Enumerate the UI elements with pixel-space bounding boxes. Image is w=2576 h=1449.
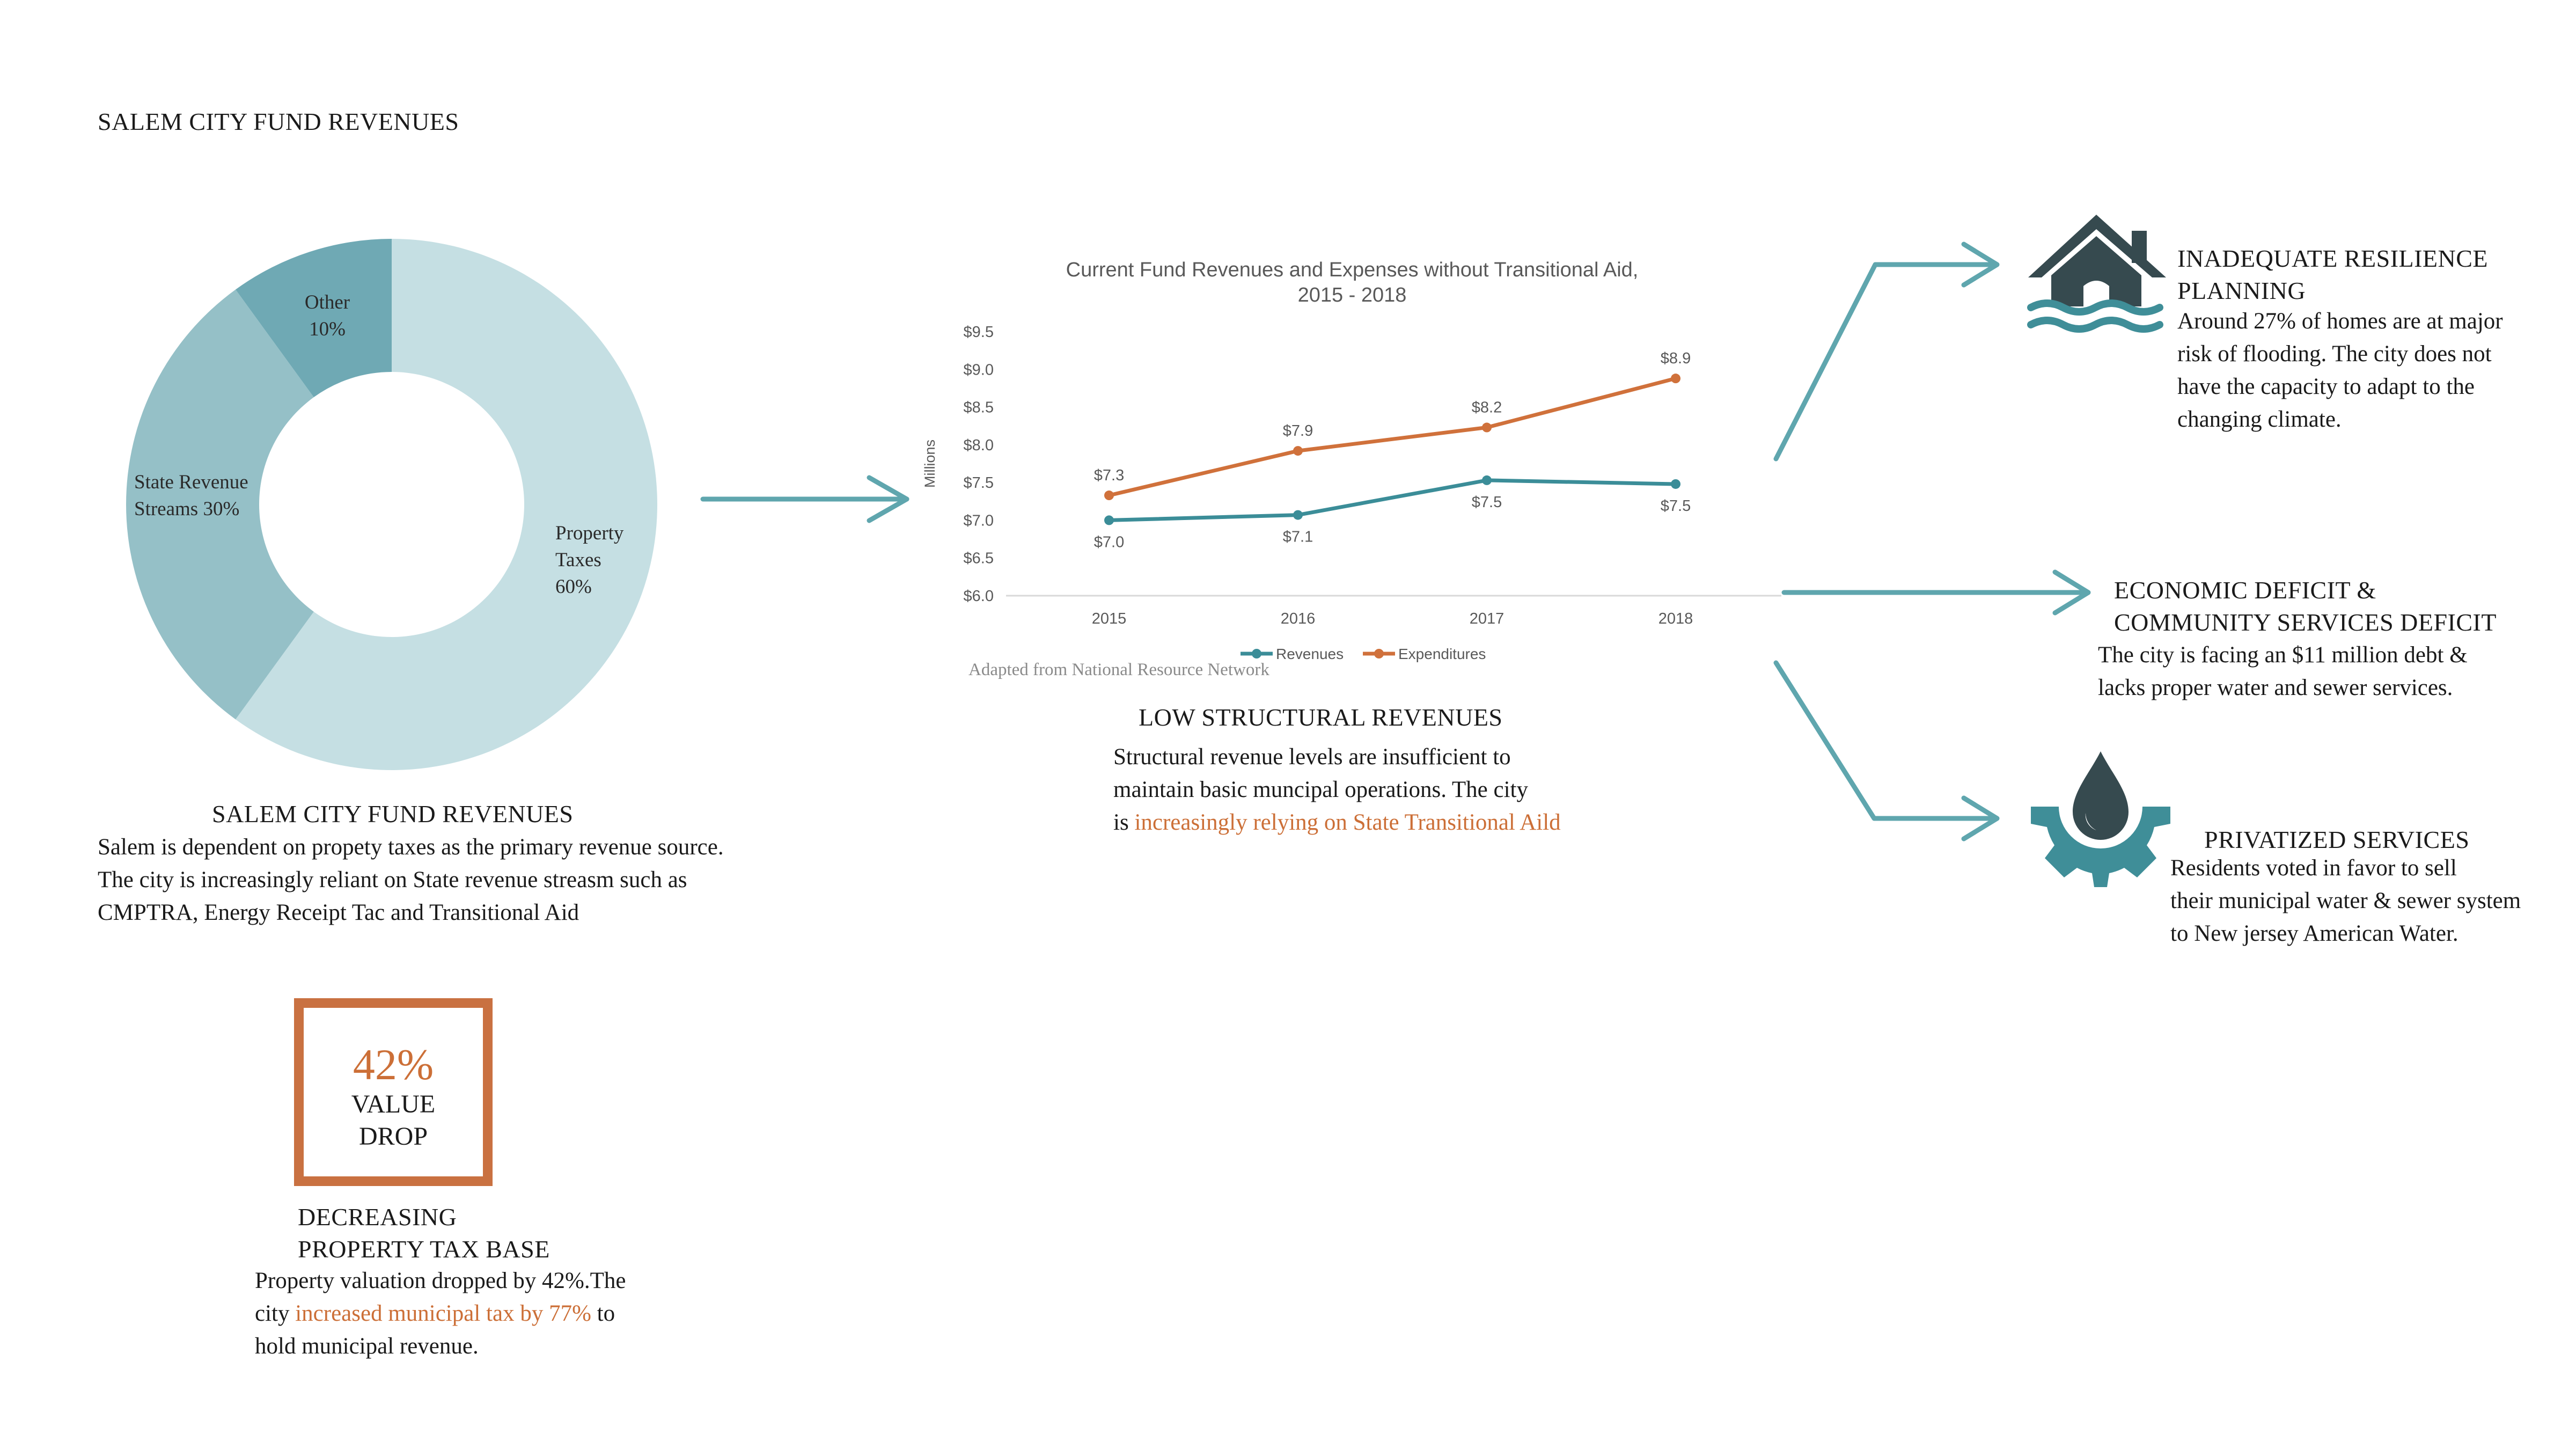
donut-slice-label: State Revenue Streams 30% (134, 471, 248, 520)
chart-caption-title: LOW STRUCTURAL REVENUES (1139, 704, 1503, 731)
donut-caption-line: CMPTRA, Energy Receipt Tac and Transitional Aid (98, 900, 579, 925)
chart-x-tick-label: 2015 (1091, 610, 1127, 627)
page-title: SALEM CITY FUND REVENUES (98, 108, 459, 135)
chart-y-tick-label: $9.0 (963, 361, 994, 379)
donut-caption-line: Salem is dependent on propety taxes as the primary revenue source. (98, 835, 724, 860)
privatized-text-line: to New jersey American Water. (2170, 921, 2458, 946)
arrow-to-resilience (1776, 244, 1997, 459)
chart-point-revenues (1671, 479, 1680, 489)
arrow-to-privatized (1776, 663, 1997, 839)
chart-legend-marker (1252, 649, 1261, 658)
chart-title-line-1: Current Fund Revenues and Expenses without Transitional Aid, (1066, 259, 1639, 281)
donut-slice-label: Property Taxes 60% (555, 522, 624, 598)
value-drop-percent: 42% (353, 1040, 434, 1089)
donut-caption-line: The city is increasingly reliant on State revenue streasm such as (98, 867, 687, 892)
resilience-text (2177, 305, 2503, 436)
value-drop-label-1: VALUE (351, 1090, 436, 1118)
chart-point-expenditures (1293, 446, 1303, 456)
fund-line-chart (912, 252, 1781, 671)
chart-data-label: $7.5 (1471, 493, 1502, 511)
chart-caption-line: maintain basic muncipal operations. The city (1113, 777, 1528, 802)
deficit-text (2098, 639, 2468, 704)
chart-data-label: $7.0 (1093, 533, 1125, 551)
chart-caption-line: Structural revenue levels are insufficient to (1113, 744, 1511, 770)
arrow-to-deficit (1784, 572, 2088, 613)
chart-legend-label: Expenditures (1398, 646, 1486, 662)
tax-base-title-line: PROPERTY TAX BASE (298, 1235, 550, 1263)
resilience-text-line: changing climate. (2177, 407, 2342, 432)
chart-point-expenditures (1671, 374, 1680, 383)
resilience-text-line: Around 27% of homes are at major (2177, 309, 2503, 334)
value-drop-label-2: DROP (358, 1122, 428, 1151)
tax-base-text-line: Property valuation dropped by 42%.The (255, 1268, 626, 1293)
resilience-title (2177, 243, 2488, 307)
privatized-text-line: their municipal water & sewer system (2170, 888, 2521, 913)
resilience-text-line: risk of flooding. The city does not (2177, 341, 2492, 367)
resilience-title-line: PLANNING (2177, 277, 2306, 304)
privatized-title: PRIVATIZED SERVICES (2204, 826, 2470, 853)
chart-data-label: $8.9 (1660, 350, 1691, 368)
chart-y-axis-label: Millions (922, 439, 938, 488)
chart-point-revenues (1104, 515, 1114, 525)
chart-x-tick-label: 2018 (1658, 610, 1693, 627)
chart-point-expenditures (1482, 423, 1492, 433)
chart-y-tick-label: $8.0 (963, 436, 994, 454)
chart-point-revenues (1482, 475, 1492, 485)
chart-y-tick-label: $7.5 (963, 474, 994, 492)
chart-title-line-2: 2015 - 2018 (1297, 284, 1407, 306)
chart-x-tick-label: 2016 (1280, 610, 1316, 627)
deficit-title-line: COMMUNITY SERVICES DEFICIT (2114, 609, 2497, 636)
chart-x-tick-label: 2017 (1469, 610, 1504, 627)
chart-y-tick-label: $9.5 (963, 324, 994, 341)
chart-series-line-revenues (1109, 480, 1676, 521)
chart-data-label: $7.3 (1093, 467, 1125, 485)
resilience-title-line: INADEQUATE RESILIENCE (2177, 245, 2489, 272)
chart-data-label: $7.1 (1282, 528, 1313, 546)
chart-source: Adapted from National Resource Network (968, 660, 1269, 679)
privatized-text (2170, 852, 2521, 950)
resilience-text-line: have the capacity to adapt to the (2177, 374, 2475, 399)
chart-y-tick-label: $7.0 (963, 512, 994, 530)
privatized-text-line: Residents voted in favor to sell (2170, 855, 2457, 881)
chart-y-tick-label: $6.5 (963, 550, 994, 567)
chart-point-expenditures (1104, 491, 1114, 500)
chart-caption-pre: is (1113, 810, 1135, 835)
tax-base-text-accent: increased municipal tax by 77% (295, 1301, 591, 1326)
water-gear-icon (2025, 749, 2176, 888)
chart-data-label: $8.2 (1471, 399, 1502, 416)
deficit-title-line: ECONOMIC DEFICIT & (2114, 576, 2376, 604)
deficit-text-line: lacks proper water and sewer services. (2098, 675, 2453, 700)
deficit-title (2114, 574, 2497, 639)
chart-data-label: $7.9 (1282, 422, 1313, 440)
chart-legend-label: Revenues (1276, 646, 1344, 662)
chart-caption-accent: increasingly relying on State Transitional Aild (1134, 810, 1561, 835)
flooded-house-icon (2025, 212, 2176, 341)
chart-data-label: $7.5 (1660, 497, 1691, 515)
tax-base-text-pre: city (255, 1301, 296, 1326)
tax-base-text-line: hold municipal revenue. (255, 1334, 479, 1359)
chart-caption-line (1113, 806, 1561, 839)
chart-y-tick-label: $6.0 (963, 588, 994, 605)
chart-legend-marker (1374, 649, 1384, 658)
deficit-text-line: The city is facing an $11 million debt & (2098, 642, 2468, 668)
donut-slice-label: Other 10% (304, 291, 350, 340)
tax-base-title-line: DECREASING (298, 1203, 457, 1231)
chart-y-tick-label: $8.5 (963, 399, 994, 416)
chart-series-line-expenditures (1109, 378, 1676, 495)
chart-caption-text (1113, 741, 1561, 839)
donut-caption-title: SALEM CITY FUND REVENUES (212, 800, 574, 828)
chart-point-revenues (1293, 510, 1303, 520)
tax-base-text-post: to (591, 1301, 615, 1326)
arrow-to-chart (703, 478, 907, 521)
